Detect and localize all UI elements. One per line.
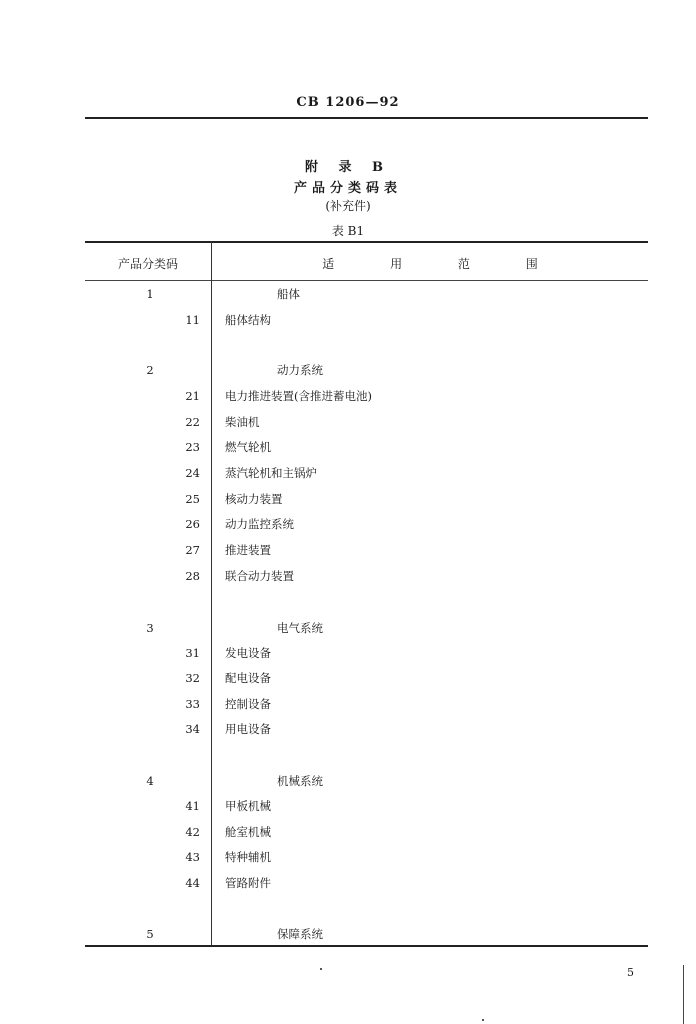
scope-description: 蒸汽轮机和主锅炉 bbox=[225, 466, 317, 480]
appendix-note: (补充件) bbox=[325, 199, 371, 213]
scope-description: 动力监控系统 bbox=[225, 517, 294, 531]
scope-description: 甲板机械 bbox=[225, 799, 271, 813]
scope-header-char: 用 bbox=[390, 257, 403, 271]
subcategory-row bbox=[85, 385, 648, 407]
scope-description: 保障系统 bbox=[277, 927, 323, 941]
classification-code: 22 bbox=[185, 415, 200, 429]
header-rule bbox=[85, 117, 648, 119]
subcategory-row bbox=[85, 462, 648, 484]
scope-description: 控制设备 bbox=[225, 697, 271, 711]
classification-code: 27 bbox=[185, 543, 200, 557]
classification-code: 28 bbox=[185, 569, 200, 583]
subcategory-row bbox=[85, 513, 648, 535]
subcategory-row bbox=[85, 718, 648, 740]
classification-code: 3 bbox=[146, 621, 154, 635]
subcategory-row bbox=[85, 411, 648, 433]
classification-code: 25 bbox=[185, 492, 200, 506]
category-row bbox=[85, 770, 648, 792]
classification-code: 1 bbox=[146, 287, 154, 301]
category-row bbox=[85, 359, 648, 381]
scope-description: 推进装置 bbox=[225, 543, 271, 557]
subcategory-row bbox=[85, 846, 648, 868]
scan-speck bbox=[320, 968, 322, 970]
subcategory-row bbox=[85, 693, 648, 715]
category-row bbox=[85, 923, 648, 945]
appendix-title: 附 录 B bbox=[304, 160, 392, 175]
subcategory-row bbox=[85, 565, 648, 587]
scope-description: 发电设备 bbox=[225, 646, 271, 660]
table-bottom-rule bbox=[85, 945, 648, 947]
column-header-code: 产品分类码 bbox=[117, 257, 178, 271]
scope-description: 燃气轮机 bbox=[225, 440, 271, 454]
subcategory-row bbox=[85, 539, 648, 561]
scope-description: 柴油机 bbox=[225, 415, 260, 429]
subcategory-row bbox=[85, 309, 648, 331]
scan-edge bbox=[683, 965, 684, 1024]
standard-code-header: CB 1206—92 bbox=[296, 95, 400, 110]
classification-code: 32 bbox=[185, 671, 200, 685]
subcategory-row bbox=[85, 488, 648, 510]
subcategory-row bbox=[85, 872, 648, 894]
scope-description: 机械系统 bbox=[277, 774, 323, 788]
scope-description: 配电设备 bbox=[225, 671, 271, 685]
classification-code: 24 bbox=[185, 466, 200, 480]
category-row bbox=[85, 283, 648, 305]
table-top-rule bbox=[85, 241, 648, 243]
scope-description: 电力推进装置(含推进蓄电池) bbox=[225, 389, 372, 403]
classification-code: 41 bbox=[185, 799, 200, 813]
scope-header-char: 围 bbox=[525, 257, 538, 271]
classification-code: 31 bbox=[185, 646, 200, 660]
subcategory-row bbox=[85, 667, 648, 689]
scope-description: 管路附件 bbox=[225, 876, 271, 890]
scope-description: 舱室机械 bbox=[225, 825, 271, 839]
table-name: 产品分类码表 bbox=[293, 181, 402, 196]
classification-code: 11 bbox=[185, 313, 200, 327]
header-row-rule bbox=[85, 280, 648, 281]
scope-header-char: 范 bbox=[457, 257, 470, 271]
classification-code: 34 bbox=[185, 722, 200, 736]
scan-speck bbox=[482, 1019, 484, 1021]
classification-code: 2 bbox=[146, 363, 154, 377]
classification-code: 4 bbox=[146, 774, 154, 788]
page-number: 5 bbox=[627, 966, 634, 979]
subcategory-row bbox=[85, 436, 648, 458]
column-header-scope bbox=[212, 255, 648, 272]
classification-code: 23 bbox=[185, 440, 200, 454]
subcategory-row bbox=[85, 795, 648, 817]
classification-code: 21 bbox=[185, 389, 200, 403]
scope-description: 用电设备 bbox=[225, 722, 271, 736]
scope-description: 特种辅机 bbox=[225, 850, 271, 864]
classification-code: 33 bbox=[185, 697, 200, 711]
table-label: 表 B1 bbox=[331, 224, 365, 238]
scope-description: 联合动力装置 bbox=[225, 569, 294, 583]
scope-header-char: 适 bbox=[322, 257, 335, 271]
scope-description: 电气系统 bbox=[277, 621, 323, 635]
scope-description: 核动力装置 bbox=[225, 492, 283, 506]
scope-description: 动力系统 bbox=[277, 363, 323, 377]
classification-code: 43 bbox=[185, 850, 200, 864]
scope-description: 船体结构 bbox=[225, 313, 271, 327]
subcategory-row bbox=[85, 821, 648, 843]
scope-description: 船体 bbox=[277, 287, 300, 301]
classification-code: 42 bbox=[185, 825, 200, 839]
classification-code: 44 bbox=[185, 876, 200, 890]
category-row bbox=[85, 617, 648, 639]
classification-code: 26 bbox=[185, 517, 200, 531]
subcategory-row bbox=[85, 642, 648, 664]
classification-code: 5 bbox=[146, 927, 154, 941]
